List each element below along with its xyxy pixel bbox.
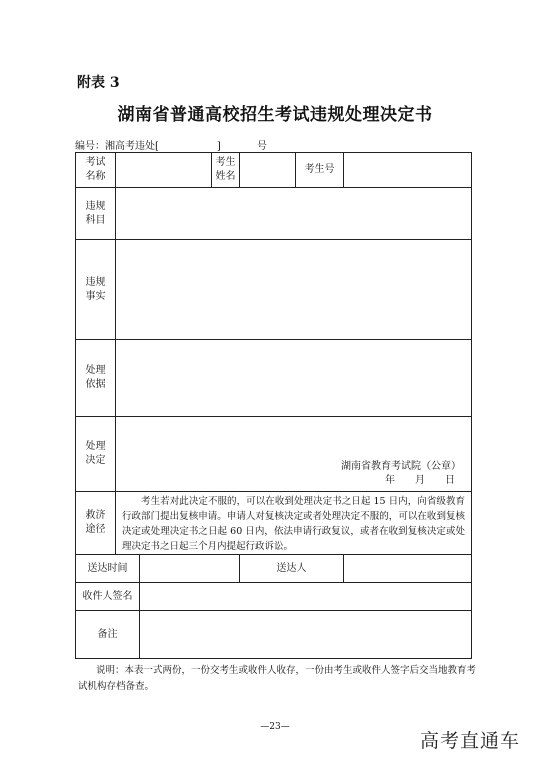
candidate-name-label: 考生 姓名	[212, 153, 240, 188]
violation-facts-label: 违规 事实	[76, 240, 116, 340]
decision-date: 年 月 日	[385, 475, 456, 486]
relief-label: 救济 途径	[76, 492, 116, 555]
watermark-logo: 高考直通车	[419, 730, 520, 752]
number-prefix: 编号：湘高考违处[	[75, 141, 159, 152]
row-remarks	[76, 611, 472, 659]
number-suffix: 号	[256, 141, 267, 152]
basis-label: 处理 依据	[76, 340, 116, 417]
row-delivery	[76, 555, 472, 583]
violation-facts-field[interactable]	[116, 240, 472, 340]
remarks-field[interactable]	[140, 611, 472, 659]
row-violation-subject	[76, 188, 472, 240]
document-title: 湖南省普通高校招生考试违规处理决定书	[117, 105, 433, 125]
relief-text: 考生若对此决定不服的，可以在收到处理决定书之日起 15 日内，向省级教育行政部门提出复核申请。申请人对复核决定或者处理决定不服的，可以在收到复核决定或处理决定书之日起 60 日内，依法申请行政复议，或者在收到复核决定或处理决定书之日起三个月内提起行政诉讼。	[116, 492, 472, 555]
row-relief	[76, 492, 472, 555]
candidate-name-field[interactable]	[240, 153, 296, 188]
exam-name-label: 考试 名称	[76, 153, 116, 188]
attachment-label: 附表 3	[77, 75, 120, 91]
row-exam-info	[76, 153, 472, 188]
row-decision	[76, 417, 472, 492]
footer-note: 说明：本表一式两份，一份交考生或收件人收存，一份由考生或收件人签字后交当地教育考试机构存档备查。	[78, 665, 477, 692]
document-number-line	[75, 137, 267, 152]
violation-subject-label: 违规 科目	[76, 188, 116, 240]
delivery-time-label: 送达时间	[76, 555, 140, 583]
remarks-label: 备注	[76, 611, 140, 659]
decision-label: 处理 决定	[76, 417, 116, 492]
basis-field[interactable]	[116, 340, 472, 417]
recipient-sign-label: 收件人签名	[76, 583, 140, 611]
candidate-id-label: 考生号	[296, 153, 344, 188]
row-basis	[76, 340, 472, 417]
number-mid: ]	[216, 141, 221, 152]
deliverer-label: 送达人	[240, 555, 344, 583]
issuer-stamp: 湖南省教育考试院（公章）	[341, 461, 462, 472]
candidate-id-field[interactable]	[344, 153, 472, 188]
page-number: —23—	[260, 722, 290, 732]
violation-subject-field[interactable]	[116, 188, 472, 240]
delivery-time-field[interactable]	[140, 555, 240, 583]
recipient-sign-field[interactable]	[140, 583, 472, 611]
row-violation-facts	[76, 240, 472, 340]
deliverer-field[interactable]	[344, 555, 472, 583]
exam-name-field[interactable]	[116, 153, 212, 188]
row-recipient-sign	[76, 583, 472, 611]
decision-form-table	[75, 152, 472, 659]
decision-field[interactable]	[116, 417, 472, 492]
